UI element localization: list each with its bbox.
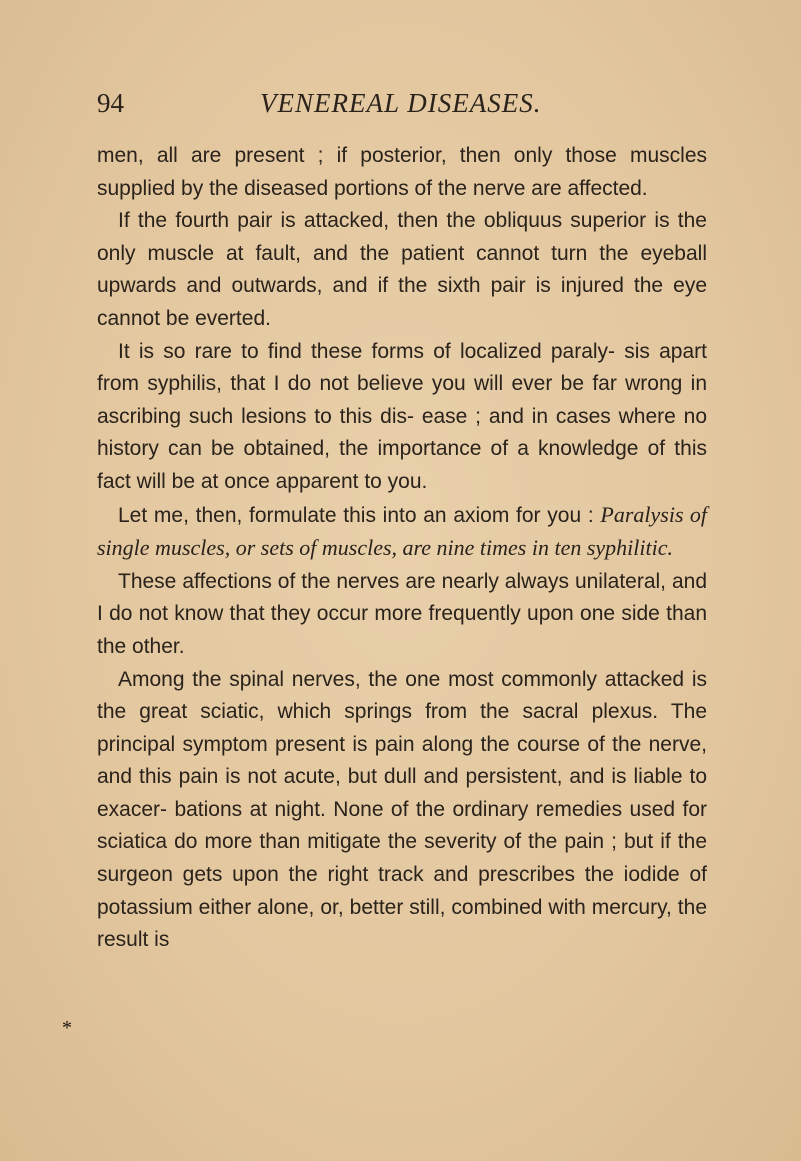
margin-asterisk-icon: *: [62, 1017, 72, 1039]
axiom-lead: Let me, then, formulate this into an axiom for you :: [118, 503, 594, 527]
paragraph: It is so rare to find these forms of localized paraly- sis apart from syphilis, that I do not believe you will ever be far wrong in ascribing such lesions to this dis- ease ; and in cases where no history can be obtained, the importance of a knowledge of this fact will be at once apparent to you.: [97, 339, 707, 493]
paragraph: Among the spinal nerves, the one most commonly attacked is the great sciatic, which springs from the sacral plexus. The principal symptom present is pain along the course of the nerve, and this pain is not acute, but dull and persistent, and is liable to exacer- bations at night. None of the ordinary remedies used for sciatica do more than mitigate the severity of the pain ; but if the surgeon gets upon the right track and prescribes the iodide of potassium either alone, or, better still, combined with mercury, the result is: [97, 667, 707, 952]
axiom-statement: Paralysis of single muscles, or sets of muscles, are nine times in ten syphilitic.: [97, 501, 707, 561]
page-number: 94: [97, 88, 124, 118]
page-header: [97, 88, 707, 128]
paragraph: men, all are present ; if posterior, then only those muscles supplied by the diseased portions of the nerve are affected.: [97, 144, 707, 200]
paragraph: If the fourth pair is attacked, then the obliquus superior is the only muscle at fault, and the patient cannot turn the eyeball upwards and outwards, and if the sixth pair is injured the eye cannot be everted.: [97, 209, 707, 330]
axiom-paragraph: [97, 499, 707, 566]
body-text: [97, 140, 707, 957]
paragraph: These affections of the nerves are nearly always unilateral, and I do not know that they occur more frequently upon one side than the other.: [97, 569, 707, 658]
running-title: VENEREAL DISEASES.: [260, 88, 542, 118]
